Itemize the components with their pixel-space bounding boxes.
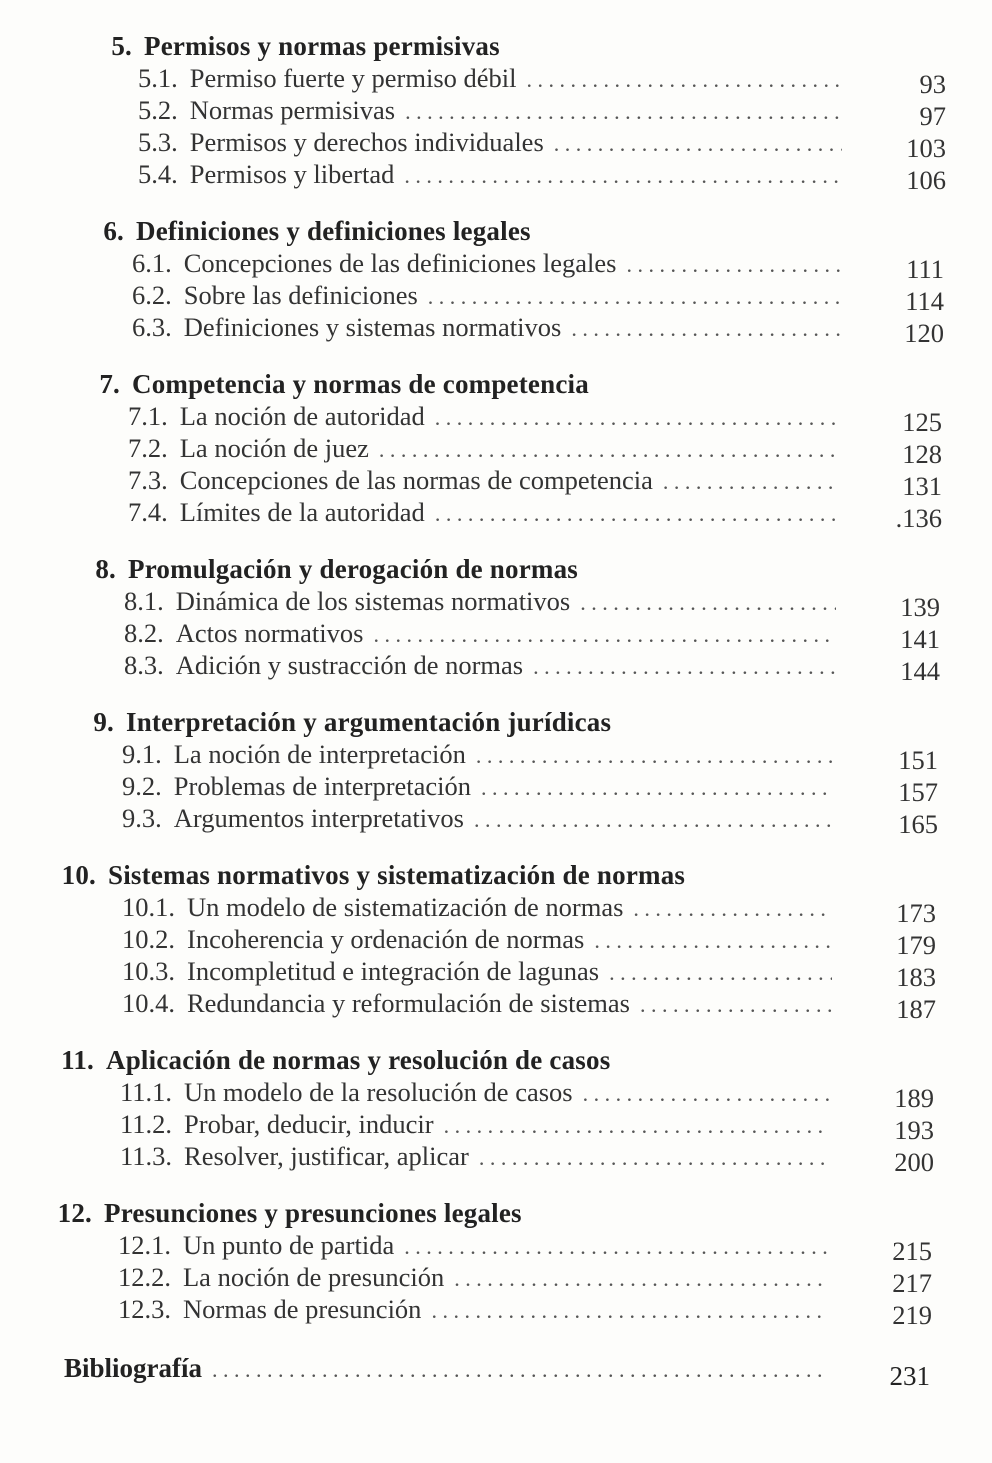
chapter-title: Promulgación y derogación de normas: [128, 554, 578, 584]
toc-chapter: [0, 1197, 992, 1330]
section-number: 7.3.: [128, 465, 168, 495]
section-number: 5.2.: [138, 95, 178, 125]
chapter-number: 11.: [61, 1045, 94, 1075]
chapter-number: 12.: [57, 1198, 92, 1228]
toc-entry[interactable]: [118, 1294, 932, 1330]
chapter-heading[interactable]: [92, 368, 992, 401]
toc-chapter: [0, 706, 992, 839]
section-number: 6.1.: [132, 248, 172, 278]
toc-entry[interactable]: [128, 465, 942, 501]
page-number: 103: [906, 133, 946, 163]
dot-leader: [373, 619, 836, 650]
chapter-heading[interactable]: [50, 859, 992, 892]
section-title: Resolver, justificar, aplicar: [184, 1141, 469, 1171]
section-title: La noción de autoridad: [179, 401, 425, 431]
section-title: Adición y sustracción de normas: [175, 650, 524, 680]
section-title: Probar, deducir, inducir: [184, 1109, 434, 1139]
page-number: 157: [898, 777, 938, 807]
dot-leader: [583, 1078, 830, 1109]
section-number: 11.3.: [120, 1141, 173, 1171]
toc-entry[interactable]: [132, 312, 944, 348]
chapter-number: 8.: [95, 554, 116, 584]
section-title: La noción de presunción: [183, 1262, 445, 1292]
page-number: 114: [905, 286, 944, 316]
section-number: 11.2.: [120, 1109, 173, 1139]
section-title: La noción de juez: [179, 433, 369, 463]
page-number: 189: [894, 1083, 934, 1113]
section-number: 5.4.: [138, 159, 178, 189]
page-number: 173: [896, 898, 936, 928]
dot-leader: [476, 740, 834, 771]
toc-chapter: [0, 1044, 992, 1177]
section-title: Incompletitud e integración de lagunas: [187, 956, 600, 986]
toc-chapter: [0, 30, 992, 195]
section-title: Un punto de partida: [183, 1230, 395, 1260]
chapter-title: Sistemas normativos y sistematización de normas: [108, 860, 686, 890]
toc-entry[interactable]: [122, 803, 938, 839]
table-of-contents: [0, 30, 992, 1391]
page-number: 200: [894, 1147, 934, 1177]
chapter-title: Presunciones y presunciones legales: [104, 1198, 522, 1228]
dot-leader: [481, 772, 834, 803]
dot-leader: [554, 128, 842, 159]
chapter-title: Permisos y normas permisivas: [144, 31, 500, 61]
page-number: 111: [906, 254, 944, 284]
section-title: Un modelo de la resolución de casos: [184, 1077, 573, 1107]
bibliography-entry[interactable]: [64, 1352, 930, 1391]
section-title: Concepciones de las normas de competencia: [179, 465, 653, 495]
chapter-heading[interactable]: [48, 1044, 992, 1077]
dot-leader: [405, 96, 842, 127]
section-title: Definiciones y sistemas normativos: [183, 312, 562, 342]
toc-entry[interactable]: [138, 95, 946, 131]
chapter-number: 5.: [111, 31, 132, 61]
section-number: 12.2.: [118, 1262, 171, 1292]
page-number: 179: [896, 930, 936, 960]
section-title: Normas permisivas: [189, 95, 396, 125]
page-number: 93: [919, 69, 946, 99]
chapter-heading[interactable]: [96, 215, 992, 248]
dot-leader: [571, 313, 840, 344]
section-title: Dinámica de los sistemas normativos: [175, 586, 571, 616]
page-number: 131: [902, 471, 942, 501]
section-number: 8.1.: [124, 586, 164, 616]
section-number: 5.3.: [138, 127, 178, 157]
dot-leader: [626, 249, 840, 280]
chapter-heading[interactable]: [88, 553, 992, 586]
section-title: Un modelo de sistematización de normas: [187, 892, 624, 922]
dot-leader: [444, 1110, 830, 1141]
page-number: 183: [896, 962, 936, 992]
section-number: 10.3.: [122, 956, 175, 986]
toc-chapter: [0, 215, 992, 348]
chapter-heading[interactable]: [86, 706, 992, 739]
chapter-title: Interpretación y argumentación jurídicas: [126, 707, 612, 737]
page-number: 97: [919, 101, 946, 131]
page-number: 139: [900, 592, 940, 622]
section-number: 8.3.: [124, 650, 164, 680]
page-number: 144: [900, 656, 940, 686]
section-number: 9.2.: [122, 771, 162, 801]
section-title: Redundancia y reformulación de sistemas: [187, 988, 630, 1018]
toc-chapter: [0, 859, 992, 1024]
dot-leader: [435, 498, 838, 529]
chapter-title: Definiciones y definiciones legales: [136, 216, 531, 246]
section-number: 6.2.: [132, 280, 172, 310]
toc-entry[interactable]: [118, 1262, 932, 1298]
toc-entry[interactable]: [128, 497, 942, 533]
toc-entry[interactable]: [120, 1077, 934, 1113]
page-number: 231: [889, 1361, 930, 1391]
section-title: Límites de la autoridad: [179, 497, 425, 527]
dot-leader: [379, 434, 838, 465]
toc-entry[interactable]: [122, 739, 938, 775]
section-title: Normas de presunción: [183, 1294, 422, 1324]
section-title: Permiso fuerte y permiso débil: [189, 63, 517, 93]
toc-entry[interactable]: [122, 956, 936, 992]
page-number: 165: [898, 809, 938, 839]
toc-entry[interactable]: [132, 248, 944, 284]
toc-entry[interactable]: [122, 988, 936, 1024]
dot-leader: [640, 989, 832, 1020]
toc-entry[interactable]: [128, 433, 942, 469]
section-number: 5.1.: [138, 63, 178, 93]
section-title: Concepciones de las definiciones legales: [183, 248, 617, 278]
dot-leader: [533, 651, 836, 682]
chapter-heading[interactable]: [104, 30, 992, 63]
toc-entry[interactable]: [138, 127, 946, 163]
bibliography-title: Bibliografía: [64, 1353, 203, 1383]
page-number: 125: [902, 407, 942, 437]
page-number: 120: [904, 318, 944, 348]
toc-entry[interactable]: [122, 924, 936, 960]
section-number: 11.1.: [120, 1077, 173, 1107]
dot-leader: [663, 466, 838, 497]
dot-leader: [474, 804, 834, 835]
toc-entry[interactable]: [122, 892, 936, 928]
toc-entry[interactable]: [120, 1109, 934, 1145]
toc-chapter: [0, 553, 992, 686]
section-title: Problemas de interpretación: [173, 771, 472, 801]
chapter-heading[interactable]: [46, 1197, 992, 1230]
toc-entry[interactable]: [138, 63, 946, 99]
section-number: 12.1.: [118, 1230, 171, 1260]
toc-chapter: [0, 368, 992, 533]
dot-leader: [594, 925, 832, 956]
section-number: 10.1.: [122, 892, 175, 922]
section-number: 10.4.: [122, 988, 175, 1018]
page-number: 193: [894, 1115, 934, 1145]
dot-leader: [479, 1142, 830, 1173]
section-number: 12.3.: [118, 1294, 171, 1324]
chapter-number: 10.: [61, 860, 96, 890]
dot-leader: [212, 1353, 826, 1386]
page-number: 106: [906, 165, 946, 195]
dot-leader: [633, 893, 832, 924]
page-number: 215: [892, 1236, 932, 1266]
chapter-number: 7.: [99, 369, 120, 399]
page-number: 151: [898, 745, 938, 775]
chapter-number: 6.: [103, 216, 124, 246]
section-title: Permisos y libertad: [189, 159, 395, 189]
section-title: Incoherencia y ordenación de normas: [187, 924, 585, 954]
page-number: 219: [892, 1300, 932, 1330]
section-number: 6.3.: [132, 312, 172, 342]
toc-entry[interactable]: [128, 401, 942, 437]
section-title: La noción de interpretación: [173, 739, 466, 769]
section-number: 8.2.: [124, 618, 164, 648]
section-title: Actos normativos: [175, 618, 364, 648]
section-number: 7.1.: [128, 401, 168, 431]
dot-leader: [404, 1231, 828, 1262]
dot-leader: [580, 587, 836, 618]
toc-entry[interactable]: [118, 1230, 932, 1266]
dot-leader: [527, 64, 842, 95]
section-number: 9.1.: [122, 739, 162, 769]
section-number: 7.4.: [128, 497, 168, 527]
page-number: 187: [896, 994, 936, 1024]
toc-entry[interactable]: [120, 1141, 934, 1177]
toc-entry[interactable]: [124, 618, 940, 654]
page-number: 217: [892, 1268, 932, 1298]
dot-leader: [435, 402, 838, 433]
chapter-title: Competencia y normas de competencia: [132, 369, 589, 399]
page-number: 141: [900, 624, 940, 654]
section-title: Sobre las definiciones: [183, 280, 418, 310]
section-number: 10.2.: [122, 924, 175, 954]
section-number: 7.2.: [128, 433, 168, 463]
dot-leader: [609, 957, 832, 988]
toc-entry[interactable]: [122, 771, 938, 807]
chapter-title: Aplicación de normas y resolución de casos: [106, 1045, 611, 1075]
dot-leader: [404, 160, 842, 191]
page-number: 128: [902, 439, 942, 469]
chapter-number: 9.: [93, 707, 114, 737]
dot-leader: [454, 1263, 828, 1294]
section-number: 9.3.: [122, 803, 162, 833]
toc-entry[interactable]: [124, 586, 940, 622]
section-title: Argumentos interpretativos: [173, 803, 464, 833]
toc-entry[interactable]: [138, 159, 946, 195]
toc-entry[interactable]: [124, 650, 940, 686]
page-number: .136: [895, 503, 942, 533]
dot-leader: [431, 1295, 828, 1326]
section-title: Permisos y derechos individuales: [189, 127, 544, 157]
dot-leader: [428, 281, 840, 312]
toc-entry[interactable]: [132, 280, 944, 316]
